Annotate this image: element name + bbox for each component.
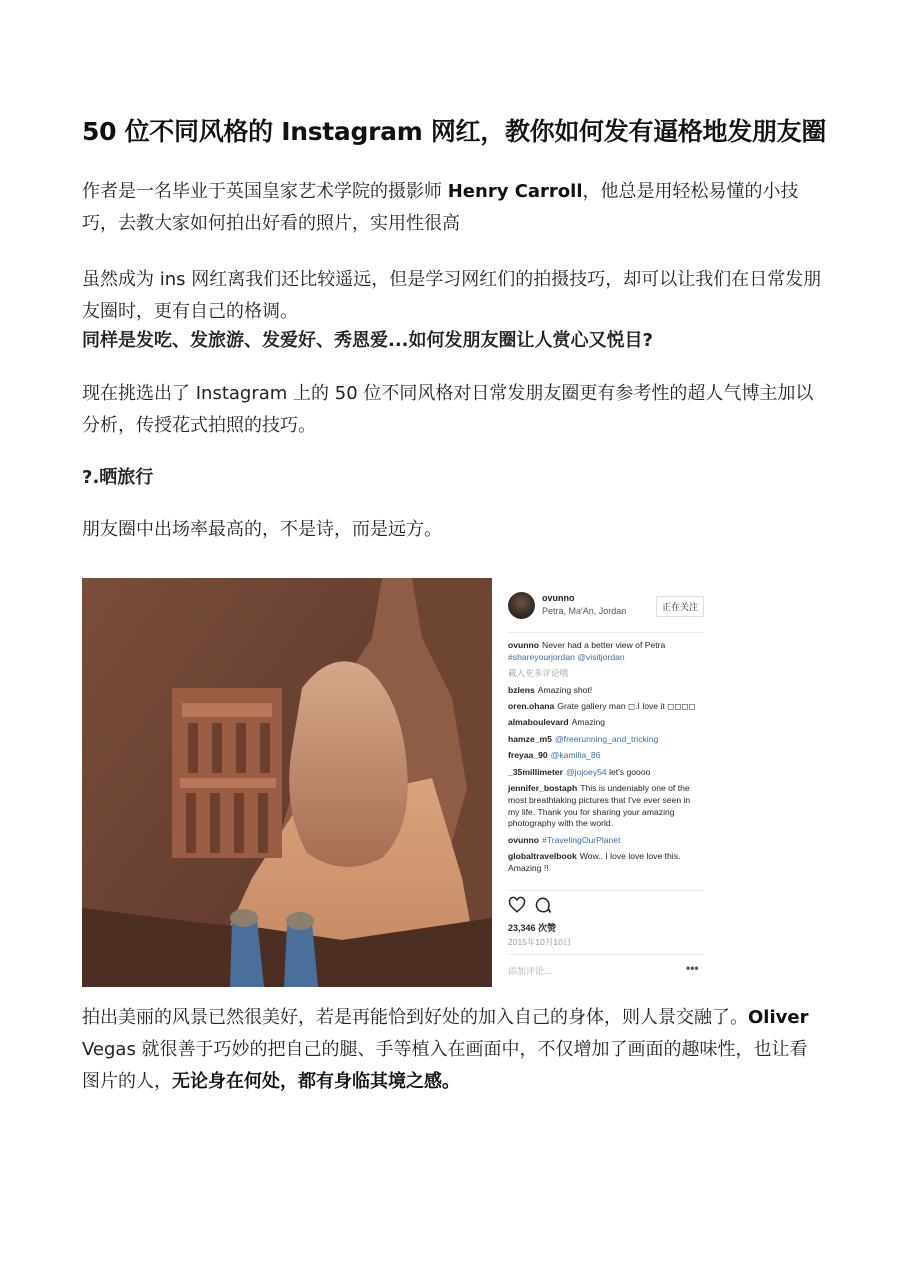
caption [508,640,704,664]
comment [508,717,704,729]
post-date: 2015年10月10日 [508,937,572,947]
section-heading: ?.晒旅行 [82,467,154,488]
comment-username[interactable]: _35millimeter [508,766,563,777]
p6-text-2: Vegas 就很善于巧妙的把自己的腿、手等植入在画面中，不仅增加了画面的趣味性，也让看图片的人， [82,1039,808,1092]
comment-username[interactable]: ovunno [508,834,540,845]
footer-divider [508,954,704,955]
actions-divider [508,890,704,891]
comment-mention[interactable]: @kamilia_86 [550,750,601,761]
comment [508,835,704,847]
comment-text: let's goooo [606,766,651,777]
comment [508,734,704,746]
post-actions [508,896,704,916]
comment-username[interactable]: jennifer_bostaph [508,782,578,793]
header-divider [508,632,704,633]
avatar[interactable] [508,592,535,619]
petra-photo-illustration [82,578,492,987]
comment-text: Wow.. I love love love this. Amazing !! [508,851,681,873]
intro-text-2: ，他总是用轻松易懂的小技巧，去教大家如何拍出好看的照片，实用性很高 [82,181,799,234]
instagram-post-panel [500,578,706,987]
bold-question: 同样是发吃、发旅游、发爱好、秀恩爱...如何发朋友圈让人赏心又悦目? [82,330,653,351]
comment-username[interactable]: almaboulevard [508,717,569,728]
post-location[interactable]: Petra, Ma'An, Jordan [542,606,627,616]
photographer-name: Henry Carroll [447,181,583,202]
comment-text: Amazing [571,717,606,728]
add-comment-input[interactable]: 添加评论... [508,966,552,976]
paragraph-2: 虽然成为 ins 网红离我们还比较遥远，但是学习网红们的拍摄技巧，却可以让我们在日常发朋友圈时，更有自己的格调。 [82,269,822,322]
comment-username[interactable]: hamze_m5 [508,733,552,744]
intro-text-1: 作者是一名毕业于英国皇家艺术学院的摄影师 [82,181,448,202]
comment [508,685,704,697]
caption-text: Never had a better view of Petra [542,640,666,650]
comment-text: Amazing shot! [537,684,593,695]
comment-mention[interactable]: @jojoey54 [565,766,607,777]
p6-bold-end: 无论身在何处，都有身临其境之感。 [172,1071,460,1092]
comment-text: Grate gallery man ◻.I love it ◻◻◻◻ [557,700,696,711]
following-button[interactable]: 正在关注 [656,596,704,617]
article-title: 50 位不同风格的 Instagram 网红，教你如何发有逼格地发朋友圈 [82,117,827,146]
comment [508,701,704,713]
post-header [508,588,706,632]
likes-count[interactable]: 23,346 次赞 [508,923,557,933]
comment [508,851,704,875]
heart-icon[interactable] [508,896,526,914]
p6-name: Oliver [748,1007,809,1028]
comment-username[interactable]: oren.ohana [508,700,555,711]
load-more-comments[interactable]: 載入更多评论哦 [508,668,569,679]
p6-text-1: 拍出美丽的风景已然很美好，若是再能恰到好处的加入自己的身体，则人景交融了。 [82,1007,748,1028]
comments-list [508,640,704,879]
comment-mention[interactable]: @freerunning_and_tricking [554,733,659,744]
post-username[interactable]: ovunno [542,593,575,603]
petra-photo [82,578,492,987]
instagram-post-figure [82,578,706,988]
comment-username[interactable]: bzlens [508,684,535,695]
more-options-icon[interactable]: ••• [686,961,699,975]
comment-username[interactable]: freyaa_90 [508,750,548,761]
comment-icon[interactable] [534,896,552,914]
caption-tags[interactable]: #shareyourjordan @visitjordan [508,651,625,662]
comment [508,783,704,830]
paragraph-5: 朋友圈中出场率最高的，不是诗，而是远方。 [82,519,442,540]
comment-hashtag[interactable]: #TravelingOurPlanet [542,834,621,845]
comment [508,750,704,762]
paragraph-6 [82,1002,822,1098]
intro-paragraph [82,176,802,240]
comment-text: This is undeniably one of the most breathtaking pictures that I've ever seen in my life. Thank you for sharing your amazing photography with the world. [508,782,691,829]
paragraph-4: 现在挑选出了 Instagram 上的 50 位不同风格对日常发朋友圈更有参考性的超人气博主加以分析，传授花式拍照的技巧。 [82,383,814,436]
comment-username[interactable]: globaltravelbook [508,851,577,862]
comment [508,767,704,779]
caption-username[interactable]: ovunno [508,640,540,650]
